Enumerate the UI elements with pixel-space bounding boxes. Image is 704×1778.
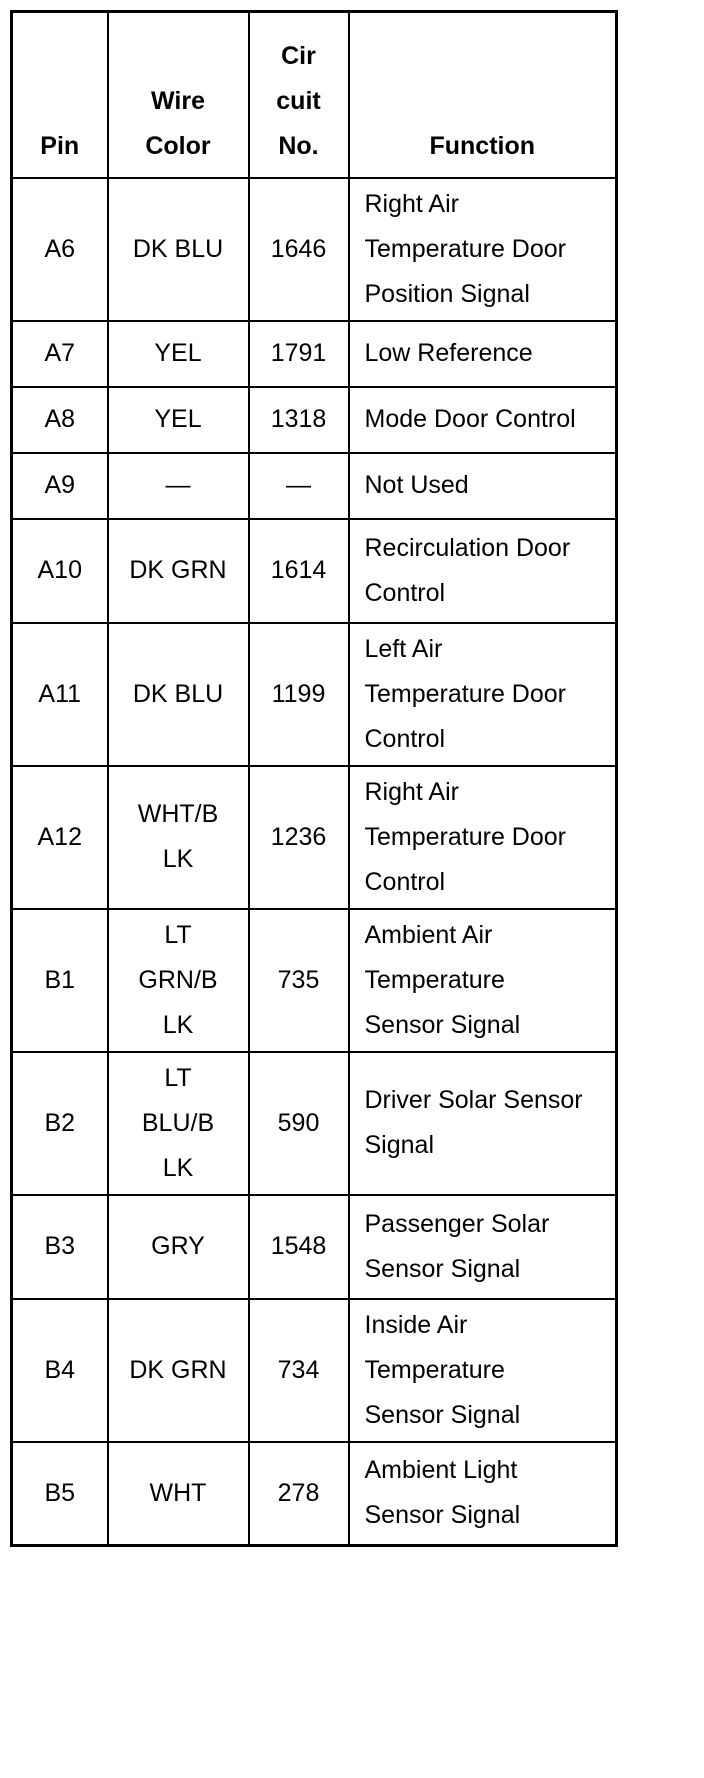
function-cell: Low Reference xyxy=(349,321,617,387)
function-cell: Recirculation Door Control xyxy=(349,519,617,623)
table-row xyxy=(12,178,617,321)
circuit-no-cell: 1548 xyxy=(249,1195,349,1299)
header-row xyxy=(12,12,617,178)
header-function: Function xyxy=(349,12,617,178)
circuit-no-cell: 1791 xyxy=(249,321,349,387)
function-cell: Driver Solar Sensor Signal xyxy=(349,1052,617,1195)
function-cell: Left Air Temperature Door Control xyxy=(349,623,617,766)
wire-color-cell: — xyxy=(108,453,249,519)
wire-color-cell: WHT xyxy=(108,1442,249,1546)
circuit-no-cell: 1318 xyxy=(249,387,349,453)
pin-cell: A7 xyxy=(12,321,108,387)
wire-color-cell: YEL xyxy=(108,321,249,387)
table-row xyxy=(12,387,617,453)
function-cell: Right Air Temperature Door Control xyxy=(349,766,617,909)
table-row xyxy=(12,1442,617,1546)
pin-cell: B1 xyxy=(12,909,108,1052)
pin-cell: B4 xyxy=(12,1299,108,1442)
pin-cell: A12 xyxy=(12,766,108,909)
wire-color-cell: LT BLU/B LK xyxy=(108,1052,249,1195)
table-row xyxy=(12,909,617,1052)
wire-color-cell: WHT/B LK xyxy=(108,766,249,909)
wire-color-cell: LT GRN/B LK xyxy=(108,909,249,1052)
pin-cell: A8 xyxy=(12,387,108,453)
circuit-no-cell: 1646 xyxy=(249,178,349,321)
header-wire-color: Wire Color xyxy=(108,12,249,178)
wire-color-cell: YEL xyxy=(108,387,249,453)
circuit-no-cell: 278 xyxy=(249,1442,349,1546)
table-row xyxy=(12,1195,617,1299)
pin-cell: A9 xyxy=(12,453,108,519)
circuit-no-cell: 734 xyxy=(249,1299,349,1442)
table-row xyxy=(12,519,617,623)
function-cell: Mode Door Control xyxy=(349,387,617,453)
connector-pinout-table xyxy=(10,10,618,1547)
table-row xyxy=(12,321,617,387)
function-cell: Not Used xyxy=(349,453,617,519)
header-pin: Pin xyxy=(12,12,108,178)
wire-color-cell: DK BLU xyxy=(108,623,249,766)
connector-table-wrapper xyxy=(10,10,618,1547)
table-row xyxy=(12,453,617,519)
circuit-no-cell: 735 xyxy=(249,909,349,1052)
function-cell: Inside Air Temperature Sensor Signal xyxy=(349,1299,617,1442)
circuit-no-cell: — xyxy=(249,453,349,519)
wire-color-cell: GRY xyxy=(108,1195,249,1299)
pin-cell: B5 xyxy=(12,1442,108,1546)
pin-cell: B3 xyxy=(12,1195,108,1299)
table-row xyxy=(12,1052,617,1195)
pin-cell: A6 xyxy=(12,178,108,321)
pin-cell: B2 xyxy=(12,1052,108,1195)
wire-color-cell: DK GRN xyxy=(108,519,249,623)
wire-color-cell: DK BLU xyxy=(108,178,249,321)
function-cell: Passenger Solar Sensor Signal xyxy=(349,1195,617,1299)
pin-cell: A10 xyxy=(12,519,108,623)
table-row xyxy=(12,766,617,909)
pin-cell: A11 xyxy=(12,623,108,766)
table-row xyxy=(12,623,617,766)
circuit-no-cell: 1614 xyxy=(249,519,349,623)
function-cell: Ambient Air Temperature Sensor Signal xyxy=(349,909,617,1052)
header-circuit-no: Cir cuit No. xyxy=(249,12,349,178)
wire-color-cell: DK GRN xyxy=(108,1299,249,1442)
circuit-no-cell: 590 xyxy=(249,1052,349,1195)
circuit-no-cell: 1236 xyxy=(249,766,349,909)
function-cell: Right Air Temperature Door Position Signal xyxy=(349,178,617,321)
table-row xyxy=(12,1299,617,1442)
circuit-no-cell: 1199 xyxy=(249,623,349,766)
function-cell: Ambient Light Sensor Signal xyxy=(349,1442,617,1546)
